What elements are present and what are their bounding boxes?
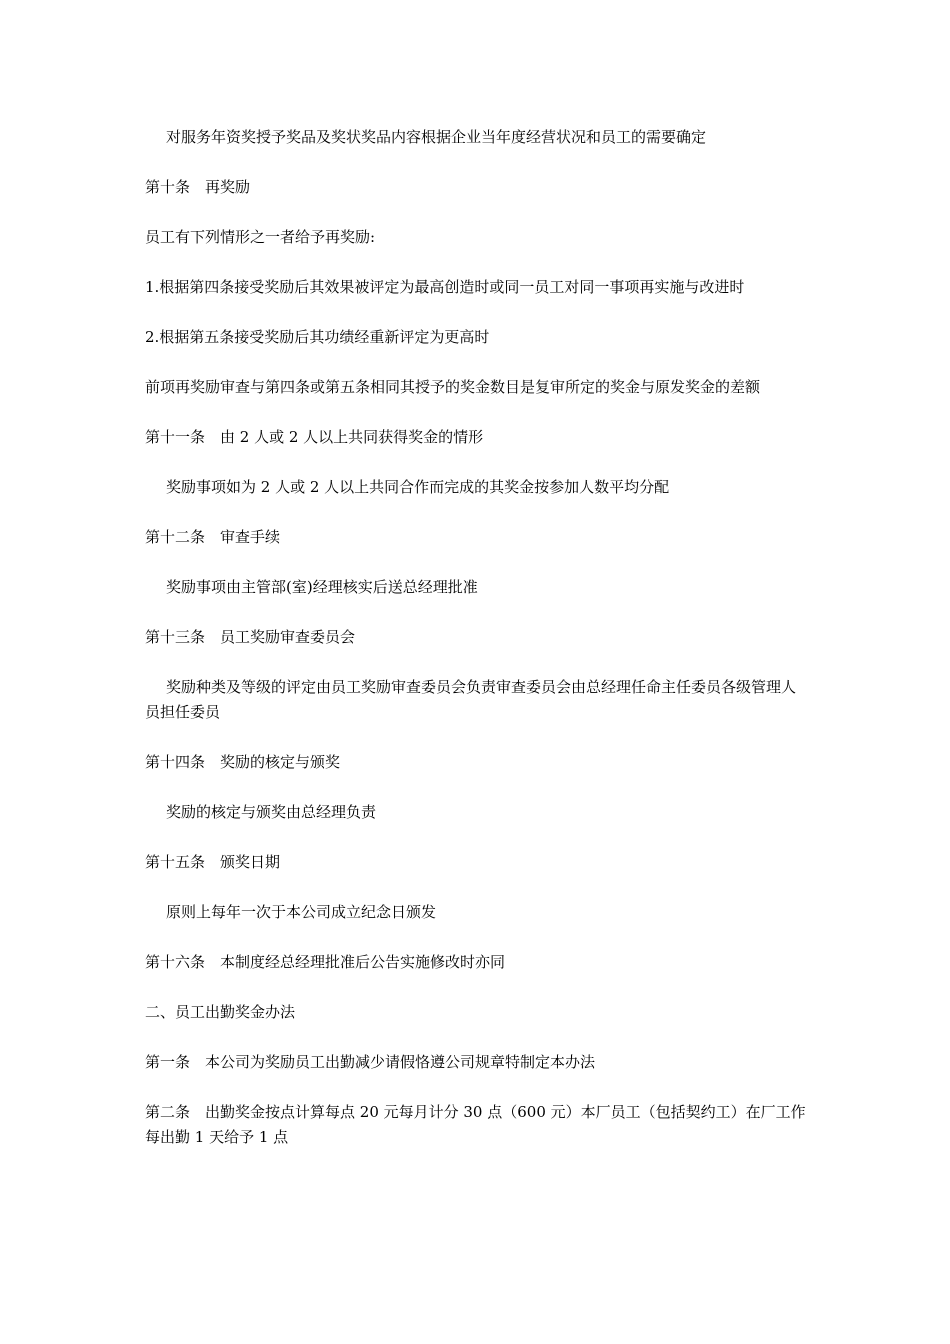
article-14-heading: 第十四条 奖励的核定与颁奖 [145,753,341,771]
paragraph-re-award-conditions: 员工有下列情形之一者给予再奖励: [145,228,376,246]
document-body [145,125,810,1175]
paragraph-award-date: 原则上每年一次于本公司成立纪念日颁发 [166,903,437,921]
article-15-heading: 第十五条 颁奖日期 [145,853,281,871]
section-heading-attendance-bonus: 二、员工出勤奖金办法 [145,1003,296,1021]
article-11-heading: 第十一条 由 2 人或 2 人以上共同获得奖金的情形 [145,428,484,446]
paragraph-re-award-review: 前项再奖励审查与第四条或第五条相同其授予的奖金数目是复审所定的奖金与原发奖金的差额 [145,378,761,396]
article-10-heading: 第十条 再奖励 [145,178,251,196]
attendance-article-2: 第二条 出勤奖金按点计算每点 20 元每月计分 30 点（600 元）本厂员工（包括契约工）在厂工作每出勤 1 天给予 1 点 [145,1103,806,1146]
paragraph-review-procedure: 奖励事项由主管部(室)经理核实后送总经理批准 [166,578,478,596]
article-12-heading: 第十二条 审查手续 [145,528,281,546]
list-item-re-award-1: 1.根据第四条接受奖励后其效果被评定为最高创造时或同一员工对同一事项再实施与改进时 [145,278,745,296]
paragraph-award-approval: 奖励的核定与颁奖由总经理负责 [166,803,377,821]
article-13-heading: 第十三条 员工奖励审查委员会 [145,628,356,646]
article-16-heading: 第十六条 本制度经总经理批准后公告实施修改时亦同 [145,953,506,971]
attendance-article-1: 第一条 本公司为奖励员工出勤减少请假恪遵公司规章特制定本办法 [145,1053,596,1071]
list-item-re-award-2: 2.根据第五条接受奖励后其功绩经重新评定为更高时 [145,328,490,346]
paragraph-joint-award: 奖励事项如为 2 人或 2 人以上共同合作而完成的其奖金按参加人数平均分配 [166,478,670,496]
paragraph-review-committee: 奖励种类及等级的评定由员工奖励审查委员会负责审查委员会由总经理任命主任委员各级管理人员担任委员 [145,678,797,721]
paragraph-service-award-prizes: 对服务年资奖授予奖品及奖状奖品内容根据企业当年度经营状况和员工的需要确定 [166,128,707,146]
